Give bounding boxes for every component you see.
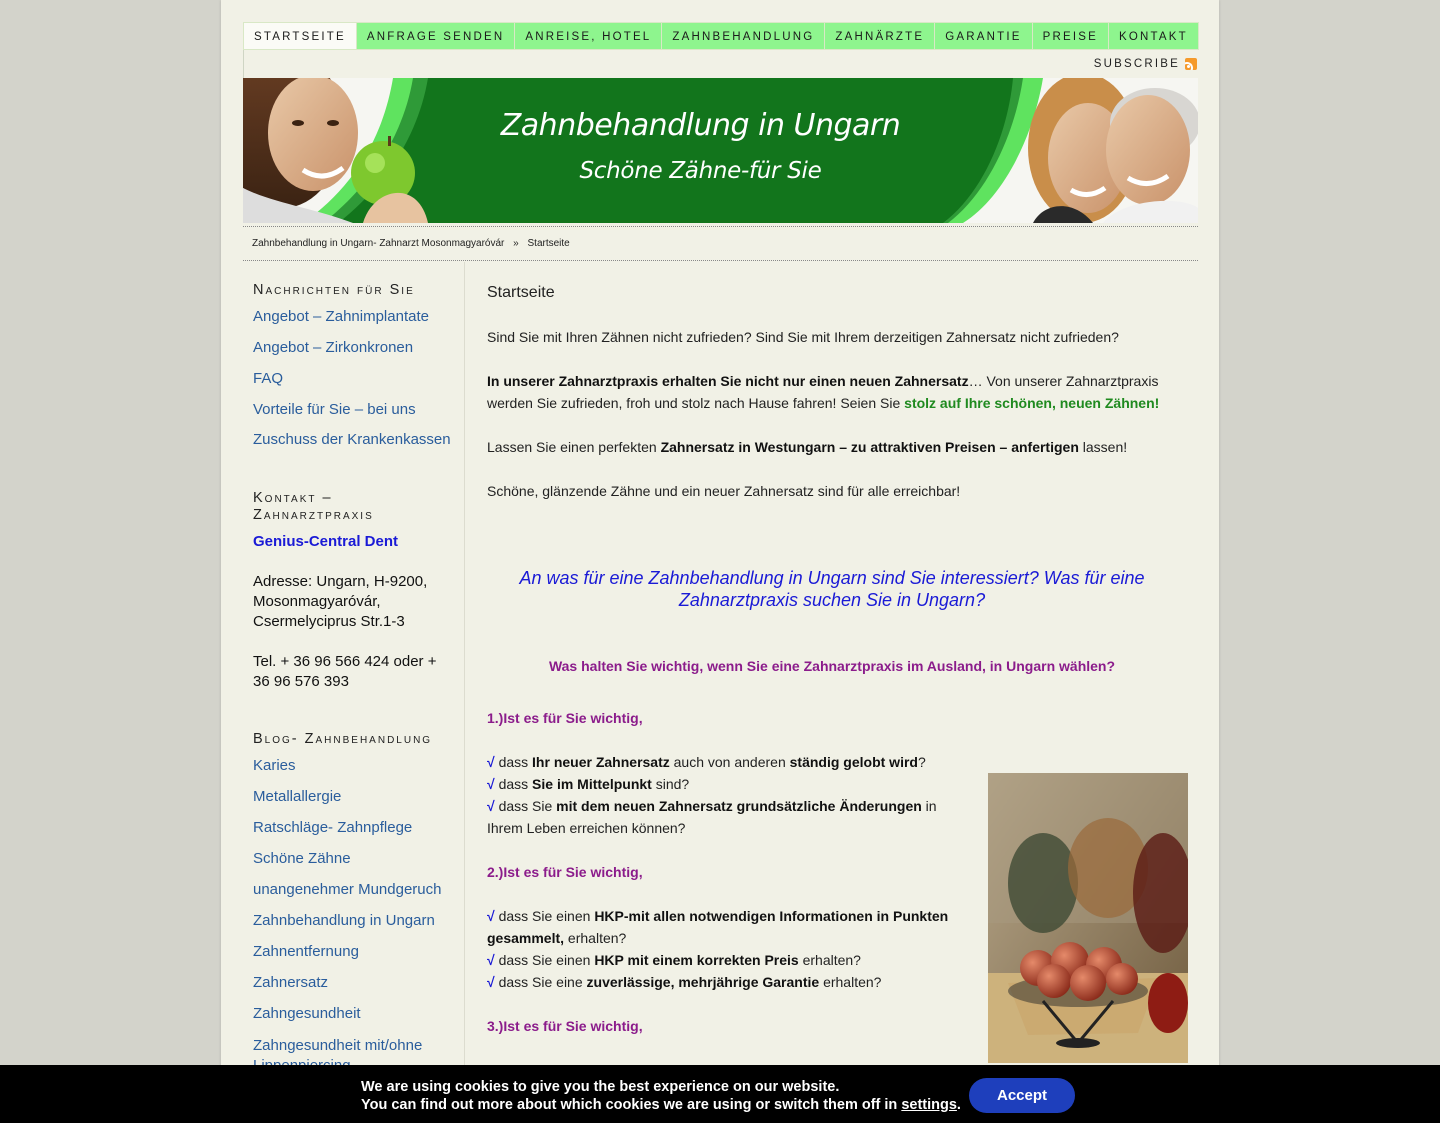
sidebar-blog-link-schoene-zaehne[interactable]: Schöne Zähne <box>253 850 351 867</box>
practice-paragraph-bold: In unserer Zahnarztpraxis erhalten Sie nicht nur einen neuen Zahnersatz <box>487 373 969 389</box>
cookie-message <box>361 1078 961 1114</box>
contact-phone: Tel. + 36 96 566 424 oder + 36 96 576 393 <box>253 653 437 690</box>
page-title: Startseite <box>487 284 555 301</box>
item-bold: HKP mit einem korrekten Preis <box>594 952 799 968</box>
sidebar-blog-link-ratschlaege[interactable]: Ratschläge- Zahnpflege <box>253 819 413 836</box>
contact-practice-name: Genius-Central Dent <box>253 533 399 550</box>
practice-paragraph-rest: … Von unserer Zahnarztpraxis werden Sie zufrieden, froh und stolz nach Hause fahren! Seien Sie <box>487 373 1159 411</box>
sidebar-blog-link-karies[interactable]: Karies <box>253 757 296 774</box>
item-text: dass <box>498 754 533 770</box>
section-2-item-3 <box>487 971 957 993</box>
item-text: erhalten? <box>798 952 861 968</box>
widget-title-blog: Blog- Zahnbehandlung <box>253 731 433 747</box>
accept-cookies-button[interactable]: Accept <box>969 1078 1075 1113</box>
breadcrumb-home-link[interactable]: Zahnbehandlung in Ungarn- Zahnarzt Mosonmagyaróvár <box>252 238 505 249</box>
tab-zahnaerzte[interactable]: ZAHNÄRZTE <box>824 22 934 50</box>
checkmark-icon: √ <box>487 776 495 792</box>
subscribe-link[interactable] <box>1094 56 1197 72</box>
breadcrumb <box>252 238 570 249</box>
sidebar-blog-link-zahngesundheit[interactable]: Zahngesundheit <box>253 1005 361 1022</box>
breadcrumb-current: Startseite <box>527 238 570 249</box>
section-1-item-3 <box>487 795 947 839</box>
section-1-item-2 <box>487 773 947 795</box>
tab-zahnbehandlung[interactable]: ZAHNBEHANDLUNG <box>661 22 824 50</box>
header-banner <box>243 78 1198 223</box>
item-text: dass Sie <box>498 798 557 814</box>
main-nav <box>243 22 1199 50</box>
tab-preise[interactable]: PREISE <box>1032 22 1108 50</box>
breadcrumb-separator: » <box>513 238 519 249</box>
widget-title-contact: Kontakt – Zahnarztpraxis <box>253 490 374 523</box>
sidebar-blog-link-zahnbehandlung[interactable]: Zahnbehandlung in Ungarn <box>253 912 435 929</box>
item-bold: HKP-mit allen notwendigen Informationen in Punkten gesammelt, <box>487 908 949 946</box>
cookie-line-2-text: You can find out more about which cookies we are using or switch them off in <box>361 1097 902 1113</box>
sidebar-blog-link-metallallergie[interactable]: Metallallergie <box>253 788 342 805</box>
banner-subtitle: Schöne Zähne-für Sie <box>579 158 822 184</box>
contact-address: Adresse: Ungarn, H-9200, Mosonmagyaróvár, Csermelyciprus Str.1-3 <box>253 573 428 630</box>
checkmark-icon: √ <box>487 754 495 770</box>
section-2-item-2 <box>487 949 957 971</box>
sidebar-blog-link-lippenpiercing[interactable]: Zahngesundheit mit/ohne <box>253 1037 423 1054</box>
checkmark-icon: √ <box>487 974 495 990</box>
page-container <box>221 0 1219 1123</box>
sidebar-link-zuschuss[interactable]: Zuschuss der Krankenkassen <box>253 431 451 448</box>
cookie-settings-link[interactable]: settings <box>901 1097 957 1113</box>
item-text: dass Sie einen <box>498 952 595 968</box>
item-bold: Ihr neuer Zahnersatz <box>532 754 670 770</box>
sidebar-link-angebot-zirkonkronen[interactable]: Angebot – Zirkonkronen <box>253 339 414 356</box>
tab-startseite[interactable]: STARTSEITE <box>243 22 356 50</box>
item-text: erhalten? <box>564 930 627 946</box>
sidebar-link-angebot-zahnimplantate[interactable]: Angebot – Zahnimplantate <box>253 308 429 325</box>
item-bold: zuverlässige, mehrjährige Garantie <box>586 974 820 990</box>
purple-question-heading <box>487 655 1177 677</box>
tab-garantie[interactable]: GARANTIE <box>934 22 1031 50</box>
cookie-line-2-end: . <box>956 1097 961 1113</box>
nav-divider <box>243 50 244 78</box>
section-2-title: 2.)Ist es für Sie wichtig, <box>487 864 643 880</box>
apple-bowl-photo <box>988 773 1188 1063</box>
item-bold: Sie im Mittelpunkt <box>532 776 652 792</box>
item-text: ? <box>917 754 926 770</box>
item-bold: ständig gelobt wird <box>789 754 918 770</box>
section-1-item-1 <box>487 751 947 773</box>
breadcrumb-bottom-rule <box>243 260 1198 261</box>
sidebar-blog-link-zahnentfernung[interactable]: Zahnentfernung <box>253 943 359 960</box>
banner-title: Zahnbehandlung in Ungarn <box>500 108 901 143</box>
section-1-title: 1.)Ist es für Sie wichtig, <box>487 710 643 726</box>
banner-graphic <box>243 78 1198 223</box>
checkmark-icon: √ <box>487 798 495 814</box>
widget-title-news: Nachrichten für Sie <box>253 282 415 298</box>
item-text: erhalten? <box>819 974 882 990</box>
offer-paragraph-c: lassen! <box>1078 439 1128 455</box>
cookie-banner <box>0 1065 1440 1123</box>
checkmark-icon: √ <box>487 952 495 968</box>
checkmark-icon: √ <box>487 908 495 924</box>
tab-anfrage-senden[interactable]: ANFRAGE SENDEN <box>356 22 515 50</box>
item-text: dass Sie einen <box>498 908 595 924</box>
blue-question-heading: An was für eine Zahnbehandlung in Ungarn sind Sie interessiert? Was für eine Zahnarztpraxis suchen Sie in Ungarn? <box>519 568 1145 610</box>
item-text: dass <box>498 776 533 792</box>
intro-paragraph: Sind Sie mit Ihren Zähnen nicht zufrieden? Sind Sie mit Ihrem derzeitigen Zahnersatz nicht zufrieden? <box>487 329 1119 345</box>
rss-icon <box>1185 58 1197 70</box>
purple-question-text: Was halten Sie wichtig, wenn Sie eine Zahnarztpraxis im Ausland, in Ungarn wählen? <box>548 658 1116 674</box>
item-text: dass Sie eine <box>498 974 587 990</box>
offer-paragraph-bold: Zahnersatz in Westungarn – zu attraktiven Preisen – anfertigen <box>660 439 1079 455</box>
section-3-title: 3.)Ist es für Sie wichtig, <box>487 1018 643 1034</box>
sidebar-link-vorteile[interactable]: Vorteile für Sie – bei uns <box>253 401 416 418</box>
practice-paragraph-highlight: stolz auf Ihre schönen, neuen Zähnen! <box>904 395 1160 411</box>
tab-kontakt[interactable]: KONTAKT <box>1108 22 1199 50</box>
item-bold: mit dem neuen Zahnersatz grundsätzliche Änderungen <box>556 798 922 814</box>
sidebar-blog-link-mundgeruch[interactable]: unangenehmer Mundgeruch <box>253 881 442 898</box>
sidebar-blog-link-zahnersatz[interactable]: Zahnersatz <box>253 974 329 991</box>
reachable-paragraph: Schöne, glänzende Zähne und ein neuer Zahnersatz sind für alle erreichbar! <box>487 483 961 499</box>
item-text: in Ihrem Leben erreichen können? <box>487 798 937 836</box>
section-2-item-1 <box>487 905 957 949</box>
practice-paragraph <box>487 370 1177 414</box>
offer-paragraph-a: Lassen Sie einen perfekten <box>487 439 661 455</box>
subscribe-label: SUBSCRIBE <box>1093 58 1180 70</box>
sidebar-link-faq[interactable]: FAQ <box>253 370 284 387</box>
breadcrumb-top-rule <box>243 226 1198 227</box>
tab-anreise-hotel[interactable]: ANREISE, HOTEL <box>514 22 661 50</box>
cookie-line-1: We are using cookies to give you the best experience on our website. <box>361 1079 840 1095</box>
cookie-line-2 <box>361 1096 961 1114</box>
offer-paragraph <box>487 436 1177 458</box>
item-text: sind? <box>651 776 690 792</box>
item-text: auch von anderen <box>669 754 790 770</box>
sidebar <box>243 262 465 1123</box>
